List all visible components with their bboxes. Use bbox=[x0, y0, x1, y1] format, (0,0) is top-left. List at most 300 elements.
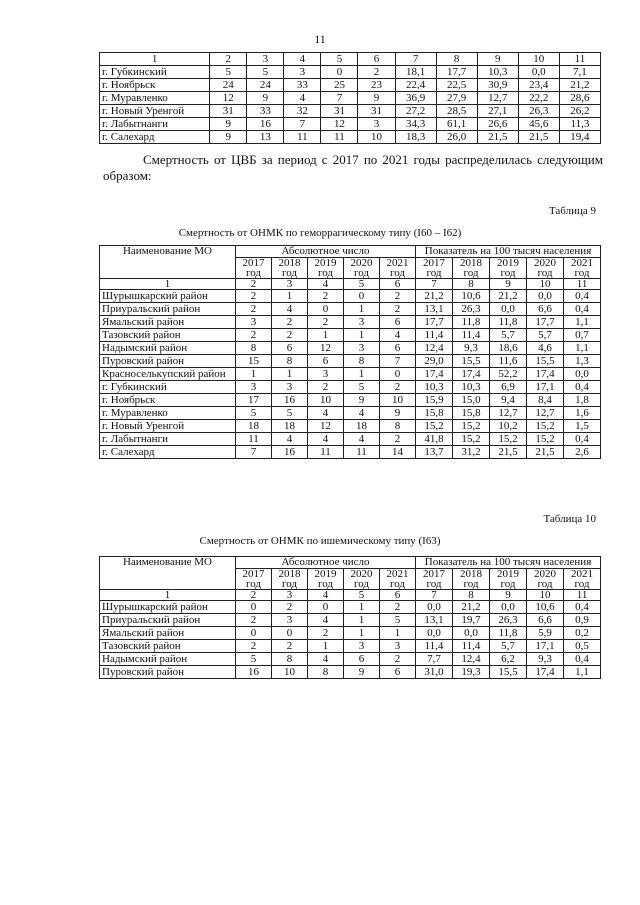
value-cell: 6 bbox=[380, 342, 416, 355]
value-cell: 16 bbox=[236, 666, 272, 679]
column-index-cell: 6 bbox=[380, 279, 416, 290]
table-row bbox=[100, 118, 601, 131]
value-cell: 0,4 bbox=[564, 601, 601, 614]
value-cell: 4 bbox=[308, 614, 344, 627]
value-cell: 10,3 bbox=[477, 66, 518, 79]
value-cell: 4 bbox=[380, 329, 416, 342]
value-cell: 1,6 bbox=[564, 407, 601, 420]
value-cell: 22,5 bbox=[436, 79, 477, 92]
value-cell: 11 bbox=[284, 131, 321, 144]
value-cell: 10 bbox=[308, 394, 344, 407]
value-cell: 0 bbox=[308, 303, 344, 316]
column-index-cell: 3 bbox=[272, 590, 308, 601]
value-cell: 10,3 bbox=[453, 381, 490, 394]
value-cell: 1 bbox=[272, 290, 308, 303]
value-cell: 26,6 bbox=[477, 118, 518, 131]
value-cell: 2 bbox=[272, 640, 308, 653]
value-cell: 15,8 bbox=[416, 407, 453, 420]
value-cell: 8 bbox=[380, 420, 416, 433]
value-cell: 3 bbox=[272, 614, 308, 627]
row-name-cell: Тазовский район bbox=[100, 329, 236, 342]
continued-table bbox=[99, 52, 601, 144]
value-cell: 1 bbox=[344, 601, 380, 614]
column-index-cell: 7 bbox=[395, 53, 436, 66]
value-cell: 13,1 bbox=[416, 614, 453, 627]
page-number: 11 bbox=[314, 32, 326, 46]
value-cell: 9,3 bbox=[453, 342, 490, 355]
value-cell: 0,4 bbox=[564, 303, 601, 316]
value-cell: 5 bbox=[247, 66, 284, 79]
column-index-cell: 9 bbox=[477, 53, 518, 66]
table-row bbox=[100, 131, 601, 144]
table-row bbox=[100, 303, 601, 316]
value-cell: 31,0 bbox=[416, 666, 453, 679]
value-cell: 15,2 bbox=[490, 433, 527, 446]
value-cell: 15 bbox=[236, 355, 272, 368]
value-cell: 0,4 bbox=[564, 653, 601, 666]
value-cell: 9 bbox=[344, 394, 380, 407]
value-cell: 6 bbox=[308, 355, 344, 368]
value-cell: 18,1 bbox=[395, 66, 436, 79]
value-cell: 10 bbox=[272, 666, 308, 679]
row-name-cell: Шурышкарский район bbox=[100, 290, 236, 303]
value-cell: 2 bbox=[380, 303, 416, 316]
value-cell: 2 bbox=[272, 601, 308, 614]
value-cell: 27,9 bbox=[436, 92, 477, 105]
value-cell: 15,5 bbox=[527, 355, 564, 368]
year-header-cell: 2020 год bbox=[344, 258, 380, 279]
value-cell: 2 bbox=[236, 290, 272, 303]
value-cell: 2 bbox=[236, 614, 272, 627]
value-cell: 12,7 bbox=[490, 407, 527, 420]
value-cell: 0,0 bbox=[416, 601, 453, 614]
row-name-cell: Надымский район bbox=[100, 342, 236, 355]
value-cell: 18,3 bbox=[395, 131, 436, 144]
value-cell: 1 bbox=[344, 614, 380, 627]
value-cell: 1 bbox=[344, 303, 380, 316]
value-cell: 18 bbox=[236, 420, 272, 433]
row-name-cell: Приуральский район bbox=[100, 614, 236, 627]
value-cell: 12,7 bbox=[527, 407, 564, 420]
value-cell: 2 bbox=[308, 381, 344, 394]
value-cell: 4 bbox=[344, 407, 380, 420]
value-cell: 7,7 bbox=[416, 653, 453, 666]
row-name-cell: г. Муравленко bbox=[100, 407, 236, 420]
column-index-cell: 2 bbox=[236, 590, 272, 601]
value-cell: 7 bbox=[236, 446, 272, 459]
value-cell: 6 bbox=[344, 653, 380, 666]
column-index-cell: 8 bbox=[453, 279, 490, 290]
value-cell: 27,1 bbox=[477, 105, 518, 118]
column-index-cell: 11 bbox=[564, 590, 601, 601]
column-index-cell: 6 bbox=[380, 590, 416, 601]
value-cell: 1,1 bbox=[564, 666, 601, 679]
value-cell: 12,4 bbox=[416, 342, 453, 355]
row-name-cell: г. Муравленко bbox=[100, 92, 210, 105]
header-absolute: Абсолютное число bbox=[236, 557, 416, 569]
value-cell: 23 bbox=[358, 79, 395, 92]
column-index-cell: 3 bbox=[247, 53, 284, 66]
value-cell: 5 bbox=[210, 66, 247, 79]
value-cell: 5,7 bbox=[490, 329, 527, 342]
column-index-row bbox=[100, 279, 601, 290]
value-cell: 17,7 bbox=[436, 66, 477, 79]
value-cell: 11,4 bbox=[453, 640, 490, 653]
table-10-label: Таблица 10 bbox=[543, 513, 596, 525]
value-cell: 2 bbox=[380, 653, 416, 666]
value-cell: 8 bbox=[236, 342, 272, 355]
value-cell: 0,4 bbox=[564, 433, 601, 446]
column-index-cell: 1 bbox=[100, 590, 236, 601]
value-cell: 6 bbox=[380, 316, 416, 329]
table-row bbox=[100, 66, 601, 79]
value-cell: 9 bbox=[210, 131, 247, 144]
value-cell: 17,4 bbox=[527, 666, 564, 679]
value-cell: 18 bbox=[272, 420, 308, 433]
year-header-cell: 2020 год bbox=[344, 569, 380, 590]
year-header-cell: 2017 год bbox=[236, 258, 272, 279]
value-cell: 8 bbox=[272, 355, 308, 368]
value-cell: 17,7 bbox=[527, 316, 564, 329]
value-cell: 0,4 bbox=[564, 381, 601, 394]
value-cell: 9,4 bbox=[490, 394, 527, 407]
row-name-cell: Красноселькупский район bbox=[100, 368, 236, 381]
year-header-cell: 2020 год bbox=[527, 258, 564, 279]
value-cell: 17,1 bbox=[527, 640, 564, 653]
value-cell: 52,2 bbox=[490, 368, 527, 381]
value-cell: 14 bbox=[380, 446, 416, 459]
value-cell: 5,9 bbox=[527, 627, 564, 640]
row-name-cell: Ямальский район bbox=[100, 316, 236, 329]
value-cell: 0,4 bbox=[564, 290, 601, 303]
header-absolute: Абсолютное число bbox=[236, 246, 416, 258]
paragraph-text: Смертность от ЦВБ за период с 2017 по 2021 годы распределилась следующим образом: bbox=[103, 152, 603, 183]
table-9 bbox=[99, 245, 601, 459]
table-row bbox=[100, 640, 601, 653]
value-cell: 5,7 bbox=[527, 329, 564, 342]
table-row bbox=[100, 355, 601, 368]
year-header-cell: 2019 год bbox=[308, 258, 344, 279]
value-cell: 1 bbox=[380, 627, 416, 640]
value-cell: 0,0 bbox=[490, 601, 527, 614]
value-cell: 21,5 bbox=[477, 131, 518, 144]
value-cell: 15,5 bbox=[453, 355, 490, 368]
value-cell: 0,0 bbox=[453, 627, 490, 640]
row-name-cell: г. Новый Уренгой bbox=[100, 105, 210, 118]
value-cell: 1,5 bbox=[564, 420, 601, 433]
row-name-cell: г. Губкинский bbox=[100, 381, 236, 394]
table-row bbox=[100, 601, 601, 614]
value-cell: 10 bbox=[358, 131, 395, 144]
value-cell: 4 bbox=[344, 433, 380, 446]
value-cell: 15,0 bbox=[453, 394, 490, 407]
table-row bbox=[100, 666, 601, 679]
value-cell: 11 bbox=[236, 433, 272, 446]
value-cell: 15,2 bbox=[527, 420, 564, 433]
value-cell: 21,2 bbox=[490, 290, 527, 303]
value-cell: 3 bbox=[236, 316, 272, 329]
year-header-cell: 2021 год bbox=[380, 258, 416, 279]
value-cell: 1 bbox=[344, 368, 380, 381]
column-index-cell: 1 bbox=[100, 279, 236, 290]
table-row bbox=[100, 79, 601, 92]
value-cell: 12 bbox=[308, 420, 344, 433]
column-index-cell: 11 bbox=[564, 279, 601, 290]
column-index-cell: 2 bbox=[210, 53, 247, 66]
value-cell: 21,2 bbox=[453, 601, 490, 614]
value-cell: 12 bbox=[308, 342, 344, 355]
value-cell: 4 bbox=[272, 433, 308, 446]
year-header-cell: 2018 год bbox=[453, 258, 490, 279]
value-cell: 12 bbox=[210, 92, 247, 105]
table-row bbox=[100, 653, 601, 666]
value-cell: 30,9 bbox=[477, 79, 518, 92]
year-header-cell: 2019 год bbox=[490, 258, 527, 279]
row-name-cell: г. Салехард bbox=[100, 131, 210, 144]
value-cell: 15,2 bbox=[453, 433, 490, 446]
table-row bbox=[100, 627, 601, 640]
value-cell: 11,8 bbox=[453, 316, 490, 329]
value-cell: 10,2 bbox=[490, 420, 527, 433]
value-cell: 7 bbox=[321, 92, 358, 105]
value-cell: 26,2 bbox=[559, 105, 600, 118]
value-cell: 16 bbox=[247, 118, 284, 131]
value-cell: 21,2 bbox=[559, 79, 600, 92]
value-cell: 27,2 bbox=[395, 105, 436, 118]
table-row bbox=[100, 105, 601, 118]
value-cell: 11,4 bbox=[416, 640, 453, 653]
value-cell: 8 bbox=[272, 653, 308, 666]
value-cell: 6 bbox=[380, 666, 416, 679]
value-cell: 25 bbox=[321, 79, 358, 92]
value-cell: 13,1 bbox=[416, 303, 453, 316]
value-cell: 1 bbox=[344, 329, 380, 342]
year-header-cell: 2017 год bbox=[416, 569, 453, 590]
value-cell: 31,2 bbox=[453, 446, 490, 459]
value-cell: 31 bbox=[210, 105, 247, 118]
column-index-cell: 2 bbox=[236, 279, 272, 290]
value-cell: 3 bbox=[344, 342, 380, 355]
value-cell: 6,9 bbox=[490, 381, 527, 394]
value-cell: 9 bbox=[358, 92, 395, 105]
value-cell: 41,8 bbox=[416, 433, 453, 446]
value-cell: 13,7 bbox=[416, 446, 453, 459]
year-header-cell: 2018 год bbox=[272, 569, 308, 590]
column-index-row bbox=[100, 590, 601, 601]
value-cell: 36,9 bbox=[395, 92, 436, 105]
value-cell: 4 bbox=[284, 92, 321, 105]
value-cell: 18 bbox=[344, 420, 380, 433]
value-cell: 10,6 bbox=[527, 601, 564, 614]
column-index-cell: 7 bbox=[416, 279, 453, 290]
row-name-cell: Надымский район bbox=[100, 653, 236, 666]
value-cell: 0,0 bbox=[518, 66, 559, 79]
value-cell: 11,6 bbox=[490, 355, 527, 368]
value-cell: 24 bbox=[210, 79, 247, 92]
value-cell: 33 bbox=[247, 105, 284, 118]
value-cell: 0,2 bbox=[564, 627, 601, 640]
value-cell: 18,6 bbox=[490, 342, 527, 355]
column-index-cell: 5 bbox=[321, 53, 358, 66]
value-cell: 0,5 bbox=[564, 640, 601, 653]
header-name: Наименование МО bbox=[100, 557, 236, 590]
value-cell: 4 bbox=[308, 433, 344, 446]
value-cell: 5 bbox=[236, 653, 272, 666]
table-row bbox=[100, 381, 601, 394]
value-cell: 17,4 bbox=[416, 368, 453, 381]
value-cell: 1 bbox=[344, 627, 380, 640]
row-name-cell: г. Салехард bbox=[100, 446, 236, 459]
value-cell: 3 bbox=[284, 66, 321, 79]
row-name-cell: г. Лабытнанги bbox=[100, 433, 236, 446]
value-cell: 6,6 bbox=[527, 303, 564, 316]
value-cell: 17,4 bbox=[453, 368, 490, 381]
value-cell: 19,3 bbox=[453, 666, 490, 679]
value-cell: 0,0 bbox=[527, 290, 564, 303]
row-name-cell: г. Ноябрьск bbox=[100, 394, 236, 407]
value-cell: 2 bbox=[272, 316, 308, 329]
column-index-row bbox=[100, 53, 601, 66]
header-rate: Показатель на 100 тысяч населения bbox=[416, 557, 601, 569]
value-cell: 2 bbox=[308, 290, 344, 303]
value-cell: 23,4 bbox=[518, 79, 559, 92]
value-cell: 6 bbox=[272, 342, 308, 355]
value-cell: 11 bbox=[344, 446, 380, 459]
row-name-cell: Тазовский район bbox=[100, 640, 236, 653]
year-header-cell: 2019 год bbox=[308, 569, 344, 590]
row-name-cell: г. Новый Уренгой bbox=[100, 420, 236, 433]
column-index-cell: 4 bbox=[308, 590, 344, 601]
value-cell: 11 bbox=[321, 131, 358, 144]
value-cell: 3 bbox=[272, 381, 308, 394]
value-cell: 21,5 bbox=[527, 446, 564, 459]
value-cell: 4 bbox=[308, 653, 344, 666]
table-row bbox=[100, 368, 601, 381]
value-cell: 11,3 bbox=[559, 118, 600, 131]
value-cell: 3 bbox=[308, 368, 344, 381]
value-cell: 2 bbox=[308, 627, 344, 640]
value-cell: 0 bbox=[321, 66, 358, 79]
row-name-cell: Пуровский район bbox=[100, 355, 236, 368]
value-cell: 7,1 bbox=[559, 66, 600, 79]
table-row bbox=[100, 433, 601, 446]
value-cell: 21,2 bbox=[416, 290, 453, 303]
value-cell: 7 bbox=[284, 118, 321, 131]
column-index-cell: 5 bbox=[344, 279, 380, 290]
value-cell: 1 bbox=[272, 368, 308, 381]
column-index-cell: 5 bbox=[344, 590, 380, 601]
value-cell: 15,2 bbox=[416, 420, 453, 433]
value-cell: 28,5 bbox=[436, 105, 477, 118]
value-cell: 0,9 bbox=[564, 614, 601, 627]
value-cell: 5 bbox=[236, 407, 272, 420]
value-cell: 16 bbox=[272, 446, 308, 459]
value-cell: 34,3 bbox=[395, 118, 436, 131]
column-index-cell: 6 bbox=[358, 53, 395, 66]
value-cell: 31 bbox=[321, 105, 358, 118]
row-name-cell: г. Губкинский bbox=[100, 66, 210, 79]
value-cell: 21,5 bbox=[518, 131, 559, 144]
table-10 bbox=[99, 556, 601, 679]
value-cell: 4 bbox=[308, 407, 344, 420]
value-cell: 2 bbox=[380, 433, 416, 446]
table-row bbox=[100, 290, 601, 303]
header-rate: Показатель на 100 тысяч населения bbox=[416, 246, 601, 258]
value-cell: 1,8 bbox=[564, 394, 601, 407]
value-cell: 10,6 bbox=[453, 290, 490, 303]
value-cell: 6,6 bbox=[527, 614, 564, 627]
value-cell: 31 bbox=[358, 105, 395, 118]
value-cell: 0,0 bbox=[564, 368, 601, 381]
value-cell: 1 bbox=[236, 368, 272, 381]
value-cell: 17,4 bbox=[527, 368, 564, 381]
column-index-cell: 10 bbox=[527, 590, 564, 601]
column-index-cell: 10 bbox=[518, 53, 559, 66]
row-name-cell: Пуровский район bbox=[100, 666, 236, 679]
value-cell: 17 bbox=[236, 394, 272, 407]
value-cell: 9 bbox=[247, 92, 284, 105]
value-cell: 9 bbox=[210, 118, 247, 131]
value-cell: 0 bbox=[344, 290, 380, 303]
value-cell: 1 bbox=[308, 640, 344, 653]
value-cell: 33 bbox=[284, 79, 321, 92]
value-cell: 10,3 bbox=[416, 381, 453, 394]
value-cell: 15,5 bbox=[490, 666, 527, 679]
value-cell: 3 bbox=[236, 381, 272, 394]
value-cell: 3 bbox=[344, 316, 380, 329]
value-cell: 26,0 bbox=[436, 131, 477, 144]
year-header-cell: 2018 год bbox=[453, 569, 490, 590]
year-header-cell: 2020 год bbox=[527, 569, 564, 590]
value-cell: 2 bbox=[308, 316, 344, 329]
value-cell: 0,7 bbox=[564, 329, 601, 342]
header-name: Наименование МО bbox=[100, 246, 236, 279]
column-index-cell: 7 bbox=[416, 590, 453, 601]
row-name-cell: Шурышкарский район bbox=[100, 601, 236, 614]
year-header-cell: 2017 год bbox=[236, 569, 272, 590]
table-row bbox=[100, 342, 601, 355]
table-row bbox=[100, 446, 601, 459]
value-cell: 2 bbox=[236, 640, 272, 653]
value-cell: 3 bbox=[358, 118, 395, 131]
value-cell: 2 bbox=[236, 329, 272, 342]
column-index-cell: 1 bbox=[100, 53, 210, 66]
year-header-cell: 2019 год bbox=[490, 569, 527, 590]
value-cell: 8 bbox=[344, 355, 380, 368]
value-cell: 15,2 bbox=[453, 420, 490, 433]
value-cell: 0,0 bbox=[490, 303, 527, 316]
value-cell: 6,2 bbox=[490, 653, 527, 666]
value-cell: 9 bbox=[344, 666, 380, 679]
column-index-cell: 8 bbox=[436, 53, 477, 66]
value-cell: 4,6 bbox=[527, 342, 564, 355]
table-row bbox=[100, 92, 601, 105]
value-cell: 2 bbox=[380, 601, 416, 614]
value-cell: 0 bbox=[236, 601, 272, 614]
row-name-cell: Приуральский район bbox=[100, 303, 236, 316]
value-cell: 3 bbox=[344, 640, 380, 653]
value-cell: 1,3 bbox=[564, 355, 601, 368]
value-cell: 26,3 bbox=[518, 105, 559, 118]
value-cell: 9,3 bbox=[527, 653, 564, 666]
value-cell: 1 bbox=[308, 329, 344, 342]
value-cell: 26,3 bbox=[490, 614, 527, 627]
column-index-cell: 4 bbox=[284, 53, 321, 66]
value-cell: 12,7 bbox=[477, 92, 518, 105]
row-name-cell: Ямальский район bbox=[100, 627, 236, 640]
value-cell: 2,6 bbox=[564, 446, 601, 459]
column-index-cell: 8 bbox=[453, 590, 490, 601]
